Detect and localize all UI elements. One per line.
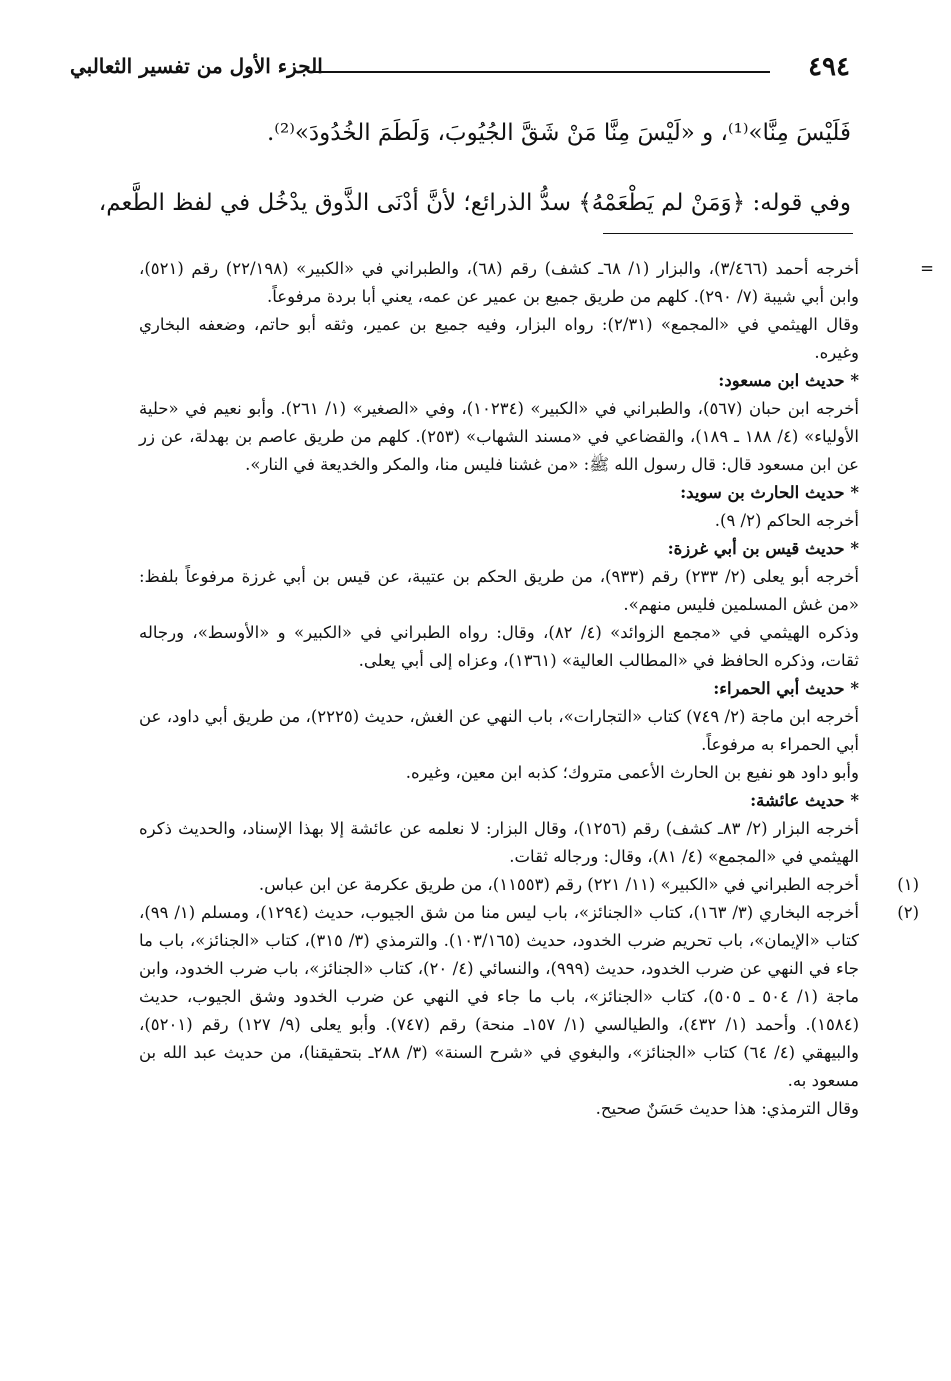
running-title: الجزء الأول من تفسير الثعالبي (70, 54, 323, 78)
footnote-paragraph: أخرجه ابن ماجة (٢/ ٧٤٩) كتاب «التجارات»، باب النهي عن الغش، حديث (٢٢٢٥)، من طريق أبي داود، عن أبي الحمراء به مرفوعاً. (139, 707, 859, 754)
footnote-2 (139, 899, 919, 1095)
footnote-paragraph: أخرجه ابن حبان (٥٦٧)، والطبراني في «الكبير» (١٠٢٣٤)، وفي «الصغير» (١/ ٢٦١). وأبو نعيم في «حلية الأولياء» (٤/ ١٨٨ ـ ١٨٩)، والقضاعي في «مسند الشهاب» (٢٥٣). كلهم من طريق عاصم بن بهدلة، عن زر عن ابن مسعود قال: قال رسول الله ﷺ: «من غشنا فليس منا، والمكر والخديعة في النار». (139, 399, 859, 474)
footnote-closing: وقال الترمذي: هذا حديث حَسَنٌ صحيح. (595, 1099, 859, 1118)
header-rule (310, 71, 770, 73)
footnote-continuation (139, 255, 934, 311)
footnote-1 (139, 871, 919, 899)
footnote-text: أخرجه الطبراني في «الكبير» (١١/ ٢٢١) رقم (١١٥٥٣)، من طريق عكرمة عن ابن عباس. (258, 875, 859, 894)
footnote-section-heading: * حديث ابن مسعود: (718, 371, 859, 390)
footnote-number: (١) (897, 875, 919, 894)
footnote-separator (603, 233, 853, 234)
body-line-2: وفي قوله: ﴿وَمَنْ لم يَطْعَمْهُ﴾ سدُّ الذرائع؛ لأنَّ أدْنَى الذَّوق يدْخُل في لفظ الطَّعم، (98, 190, 851, 216)
footnotes (139, 255, 934, 1123)
footnote-section-heading: * حديث أبي الحمراء: (713, 679, 859, 698)
footnote-paragraph: أخرجه أحمد (٣/٤٦٦)، والبزار (١/ ٦٨ـ كشف) رقم (٦٨)، والطبراني في «الكبير» (٢٢/١٩٨) رقم (٥٢١)، وابن أبي شيبة (٧/ ٢٩٠). كلهم من طريق جميع بن عمير عن عمه، يعني أبا بردة مرفوعاً. (139, 259, 859, 306)
footnote-paragraph: وأبو داود هو نفيع بن الحارث الأعمى متروك؛ كذبه ابن معين، وغيره. (405, 763, 859, 782)
footnote-number: (٢) (897, 903, 919, 922)
page-number: ٤٩٤ (808, 52, 850, 82)
page-header (70, 52, 850, 98)
continuation-mark: = (920, 259, 934, 278)
footnote-text: أخرجه البخاري (٣/ ١٦٣)، كتاب «الجنائز»، باب ليس منا من شق الجيوب، حديث (١٢٩٤)، ومسلم (١/ ٩٩)، كتاب «الإيمان»، باب تحريم ضرب الخدود، حديث (١٠٣/١٦٥). والترمذي (٣/ ٣١٥)، كتاب «الجنائز»، باب ما جاء في النهي عن ضرب الخدود، حديث (٩٩٩)، والنسائي (٤/ ٢٠)، كتاب «الجنائز»، باب ضرب الخدود، وابن ماجة (١/ ٥٠٤ ـ ٥٠٥)، كتاب «الجنائز»، باب ما جاء في النهي عن ضرب الخدود وشق الجيوب، حديث (١٥٨٤). وأحمد (١/ ٤٣٢)، والطيالسي (١/ ١٥٧ـ منحة) رقم (٧٤٧). وأبو يعلى (٩/ ١٢٧) رقم (٥٢٠١)، والبيهقي (٤/ ٦٤) كتاب «الجنائز»، والبغوي في «شرح السنة» (٣/ ٢٨٨ـ بتحقيقنا)، من حديث عبد الله بن مسعود به. (139, 903, 860, 1090)
footnote-section-heading: * حديث الحارث بن سويد: (680, 483, 859, 502)
body-line-1: فَلَيْسَ مِنَّا»⁽¹⁾، و «لَيْسَ مِنَّا مَنْ شَقَّ الجُيُوبَ، وَلَطَمَ الخُدُودَ»⁽²⁾. (267, 120, 851, 146)
footnote-section-heading: * حديث قيس بن أبي غرزة: (667, 539, 859, 558)
footnote-paragraph: أخرجه البزار (٢/ ٨٣ـ كشف) رقم (١٢٥٦)، وقال البزار: لا نعلمه عن عائشة إلا بهذا الإسناد، والحديث ذكره الهيثمي في «المجمع» (٤/ ٨١)، وقال: ورجاله ثقات. (139, 819, 860, 866)
footnote-section-heading: * حديث عائشة: (750, 791, 859, 810)
footnote-paragraph: أخرجه الحاكم (٢/ ٩). (714, 511, 859, 530)
footnote-paragraph: وذكره الهيثمي في «مجمع الزوائد» (٤/ ٨٢)، وقال: رواه الطبراني في «الكبير» و «الأوسط»، ورجاله ثقات، وذكره الحافظ في «المطالب العالية» (١٣٦١)، وعزاه إلى أبي يعلى. (139, 623, 860, 670)
footnote-paragraph: أخرجه أبو يعلى (٢/ ٢٣٣) رقم (٩٣٣)، من طريق الحكم بن عتيبة، عن قيس بن أبي غرزة مرفوعاً بلفظ: «من غش المسلمين فليس منهم». (139, 567, 859, 614)
footnote-paragraph: وقال الهيثمي في «المجمع» (٢/٣١): رواه البزار، وفيه جميع بن عمير، وثقه أبو حاتم، وضعفه البخاري وغيره. (139, 315, 859, 362)
